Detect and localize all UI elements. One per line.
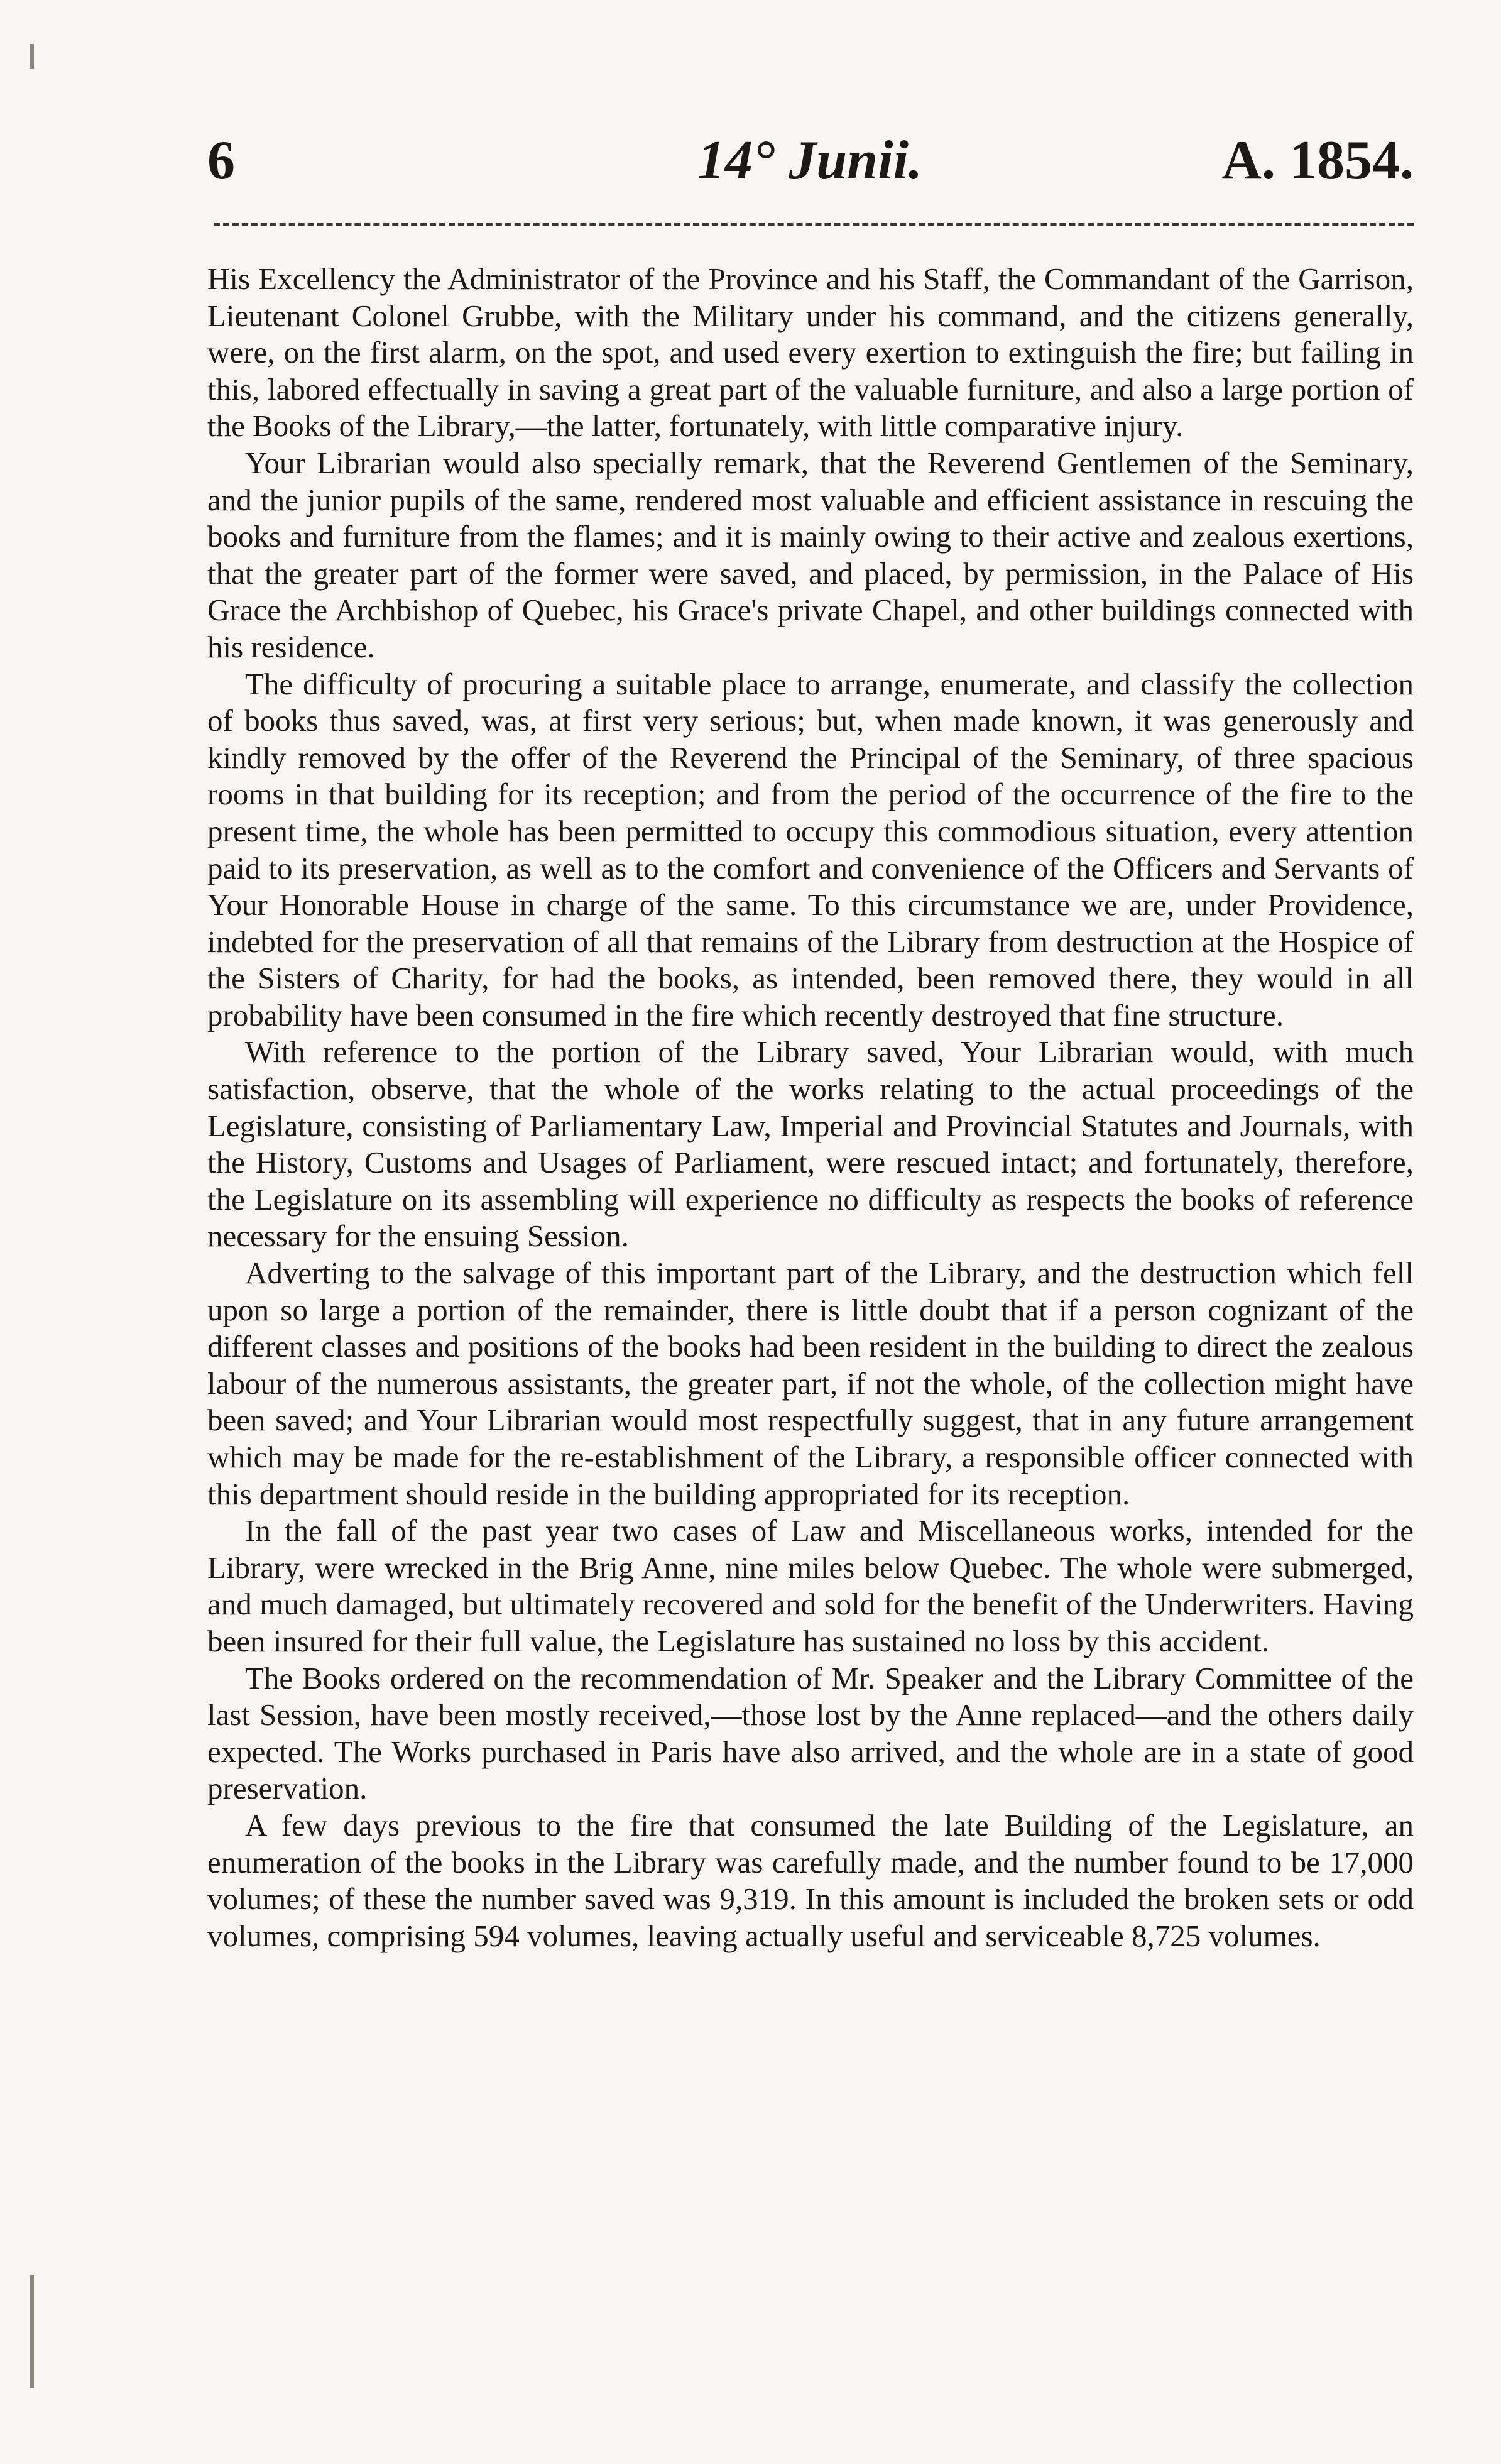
paragraph: A few days previous to the fire that consumed the late Building of the Legislature, an enumeration of the books in the Library was carefully made, and the number found to be 17,000 volumes; of these the number saved was 9,319. In this amount is included the broken sets or odd volumes, comprising 594 volumes, leaving actually useful and serviceable 8,725 volumes. bbox=[207, 1807, 1414, 1953]
header-date: 14° Junii. bbox=[697, 130, 922, 191]
paragraph: His Excellency the Administrator of the Province and his Staff, the Commandant of the Garrison, Lieutenant Colonel Grubbe, with the Military under his command, and the citizens generally, were, on the first alarm, on the spot, and used every exertion to extinguish the fire; but failing in this, labored effectually in saving a great part of the valuable furniture, and also a large portion of the Books of the Library,—the latter, fortunately, with little comparative injury. bbox=[207, 261, 1414, 444]
paragraph: The Books ordered on the recommendation of Mr. Speaker and the Library Committee of the last Session, have been mostly received,—those lost by the Anne replaced—and the others daily expected. The Works purchased in Paris have also arrived, and the whole are in a state of good preservation. bbox=[207, 1660, 1414, 1806]
paragraph: In the fall of the past year two cases of Law and Miscellaneous works, intended for the Library, were wrecked in the Brig Anne, nine miles below Quebec. The whole were submerged, and much damaged, but ultimately recovered and sold for the benefit of the Underwriters. Having been insured for their full value, the Legislature has sustained no loss by this accident. bbox=[207, 1513, 1414, 1658]
page-number: 6 bbox=[207, 130, 235, 191]
body-text bbox=[207, 261, 1414, 1954]
header-rule bbox=[214, 223, 1414, 226]
paragraph: Your Librarian would also specially remark, that the Reverend Gentlemen of the Seminary, and the junior pupils of the same, rendered most valuable and efficient assistance in rescuing the books and furniture from the flames; and it is mainly owing to their active and zealous exertions, that the greater part of the former were saved, and placed, by permission, in the Palace of His Grace the Archbishop of Quebec, his Grace's private Chapel, and other buildings connected with his residence. bbox=[207, 445, 1414, 664]
scan-edge-mark bbox=[30, 2275, 34, 2388]
page-header bbox=[207, 129, 1414, 204]
paragraph: With reference to the portion of the Library saved, Your Librarian would, with much satisfaction, observe, that the whole of the works relating to the actual proceedings of the Legislature, consisting of Parliamentary Law, Imperial and Provincial Statutes and Journals, with the History, Customs and Usages of Parliament, were rescued intact; and fortunately, therefore, the Legislature on its assembling will experience no difficulty as respects the books of reference necessary for the ensuing Session. bbox=[207, 1034, 1414, 1254]
scan-edge-mark bbox=[30, 44, 34, 69]
header-year: A. 1854. bbox=[1221, 130, 1414, 191]
paragraph: The difficulty of procuring a suitable place to arrange, enumerate, and classify the collection of books thus saved, was, at first very serious; but, when made known, it was generously and kindly removed by the offer of the Reverend the Principal of the Seminary, of three spacious rooms in that building for its reception; and from the period of the occurrence of the fire to the present time, the whole has been permitted to occupy this commodious situation, every attention paid to its preservation, as well as to the comfort and convenience of the Officers and Servants of Your Honorable House in charge of the same. To this circumstance we are, under Providence, indebted for the preservation of all that remains of the Library from destruction at the Hospice of the Sisters of Charity, for had the books, as intended, been removed there, they would in all probability have been consumed in the fire which recently destroyed that fine structure. bbox=[207, 666, 1414, 1032]
paragraph: Adverting to the salvage of this important part of the Library, and the destruction which fell upon so large a portion of the remainder, there is little doubt that if a person cognizant of the different classes and positions of the books had been resident in the building to direct the zealous labour of the numerous assistants, the greater part, if not the whole, of the collection might have been saved; and Your Librarian would most respectfully suggest, that in any future arrangement which may be made for the re-establishment of the Library, a responsible officer connected with this department should reside in the building appropriated for its reception. bbox=[207, 1256, 1414, 1511]
